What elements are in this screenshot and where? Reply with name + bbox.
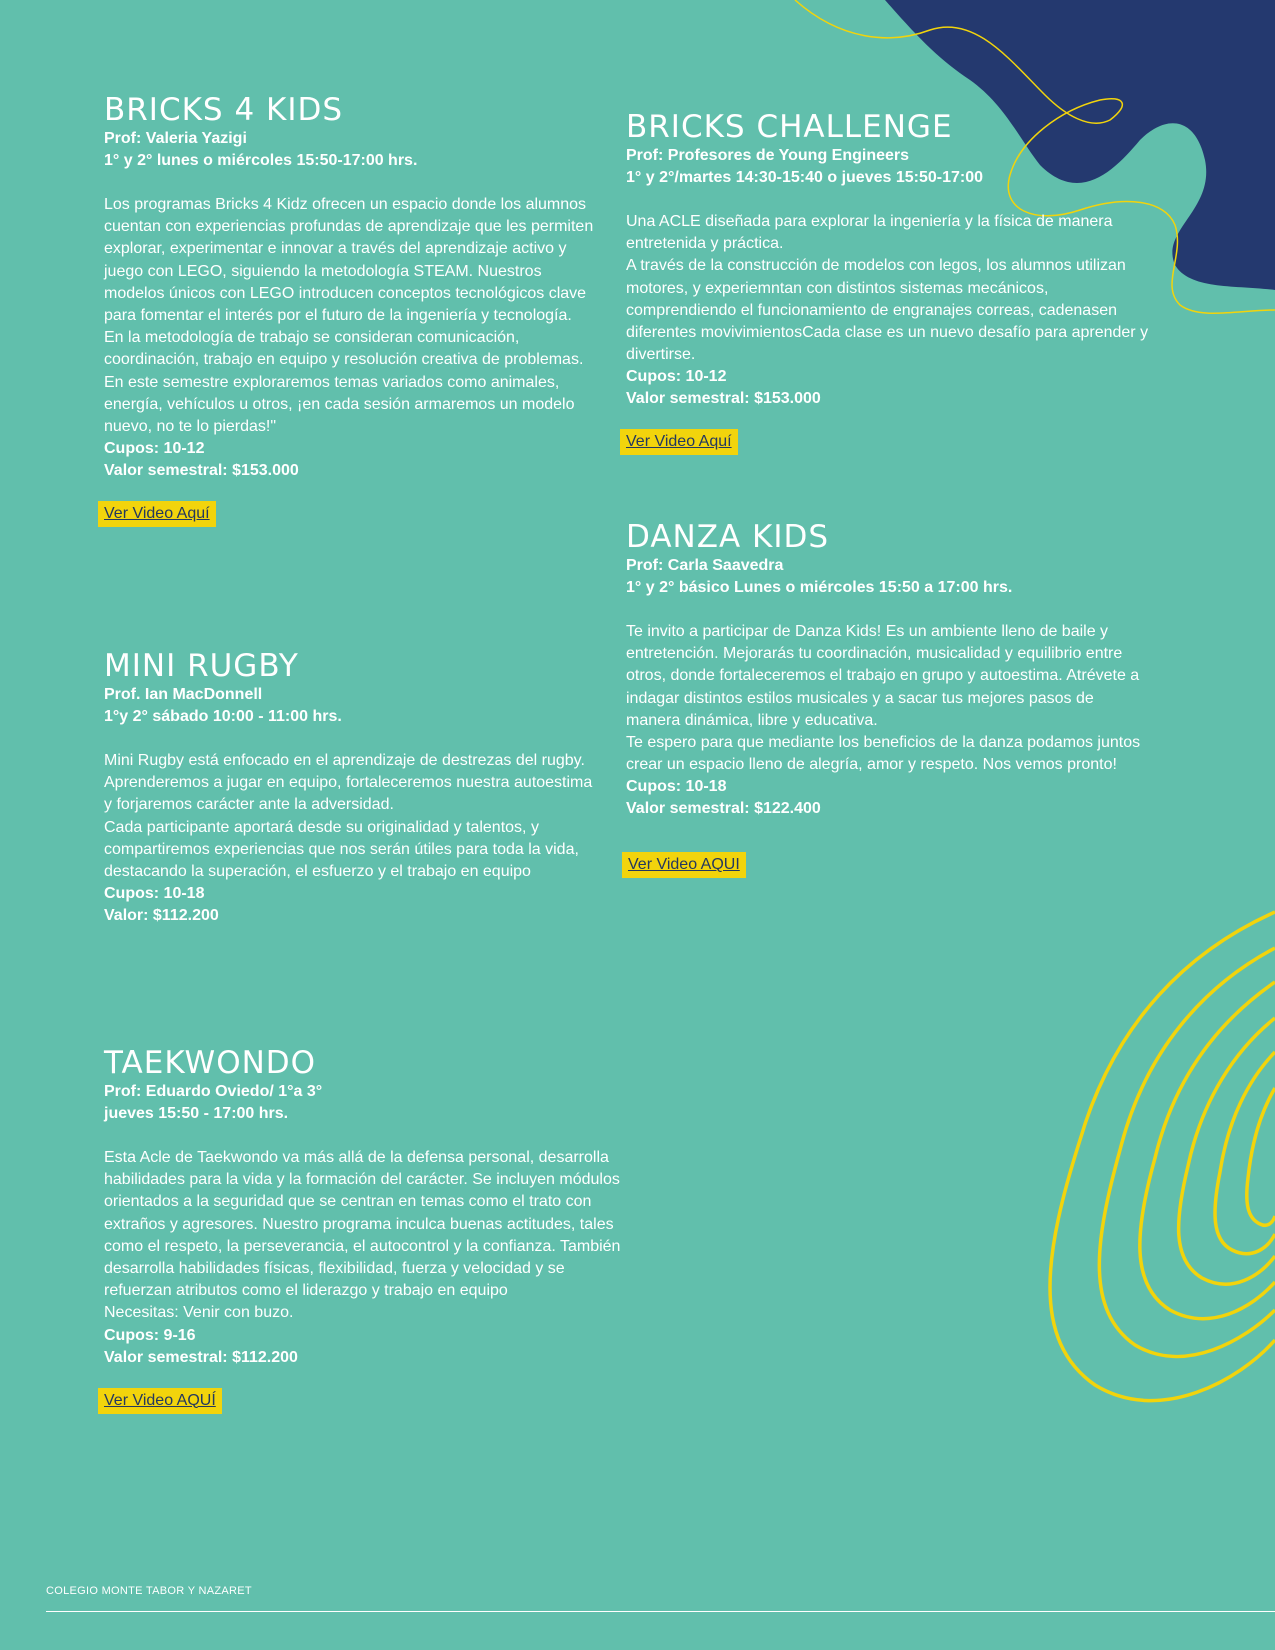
section-cupos: Cupos: 10-12 [104, 440, 205, 458]
section-description: Mini Rugby está enfocado en el aprendizaje de destrezas del rugby. Aprenderemos a jugar en equipo, fortaleceremos nuestra autoestima y forjaremos carácter ante la adversidad. Cada participante aportará desde su originalidad y talentos, y compartiremos experiencias que nos serán útiles para toda la vida, destacando la superación, el esfuerzo y el trabajo en equipo [104, 752, 593, 881]
section-description: Los programas Bricks 4 Kidz ofrecen un espacio donde los alumnos cuentan con experiencias profundas de aprendizaje que les permiten explorar, experimentar e innovar a través del aprendizaje activo y juego con LEGO, siguiendo la metodología STEAM. Nuestros modelos únicos con LEGO introducen conceptos tecnológicos clave para fomentar el interés por el futuro de la ingeniería y tecnología. En la metodología de trabajo se consideran comunicación, coordinación, trabajo en equipo y resolución creativa de problemas. En este semestre exploraremos temas variados como animales, energía, vehículos u otros, ¡en cada sesión armaremos un modelo nuevo, no te lo pierdas!" [104, 196, 594, 436]
section-schedule: 1° y 2° lunes o miércoles 15:50-17:00 hrs. [104, 152, 418, 169]
section-schedule: 1° y 2°/martes 14:30-15:40 o jueves 15:50-17:00 [626, 169, 984, 186]
section-title: BRICKS CHALLENGE [626, 109, 953, 145]
section-schedule: 1°y 2° sábado 10:00 - 11:00 hrs. [104, 708, 342, 725]
section-mini-rugby [104, 648, 594, 927]
video-link-button[interactable]: Ver Video AQUI [622, 852, 746, 878]
section-title: BRICKS 4 KIDS [104, 92, 344, 128]
section-description: Esta Acle de Taekwondo va más allá de la defensa personal, desarrolla habilidades para la vida y la formación del carácter. Se incluyen módulos orientados a la seguridad que se centran en temas como el trato con extraños y agresores. Nuestro programa inculca buenas actitudes, tales como el respeto, la perseverancia, el autocontrol y la confianza. También desarrolla habilidades físicas, flexibilidad, fuerza y velocidad y se refuerzan atributos como el liderazgo y trabajo en equipo Necesitas: Venir con buzo. [104, 1149, 621, 1322]
contour-rings-decoration [1040, 910, 1275, 1470]
section-description: Una ACLE diseñada para explorar la ingeniería y la física de manera entretenida y práctica. A través de la construcción de modelos con legos, los alumnos utilizan motores, y experiemntan con distintos sistemas mecánicos, comprendiendo el funcionamiento de engranajes correas, cadenasen diferentes movivimientosCada clase es un nuevo desafío para aprender y divertirse. [626, 213, 1149, 364]
section-valor: Valor semestral: $153.000 [626, 390, 821, 408]
section-prof: Prof: Eduardo Oviedo/ 1°a 3° [104, 1083, 323, 1100]
section-schedule: 1° y 2° básico Lunes o miércoles 15:50 a 17:00 hrs. [626, 579, 1013, 596]
footer-divider [46, 1611, 1275, 1612]
section-title: MINI RUGBY [104, 648, 299, 684]
section-valor: Valor semestral: $112.200 [104, 1348, 298, 1366]
section-prof: Prof: Valeria Yazigi [104, 130, 247, 147]
section-valor: Valor semestral: $122.400 [626, 800, 821, 818]
section-danza-kids [626, 519, 1146, 878]
section-prof: Prof: Carla Saavedra [626, 557, 784, 574]
section-valor: Valor: $112.200 [104, 907, 219, 925]
section-prof: Prof: Profesores de Young Engineers [626, 147, 910, 164]
footer-school-name: COLEGIO MONTE TABOR Y NAZARET [46, 1585, 252, 1597]
video-link-button[interactable]: Ver Video AQUÍ [98, 1388, 222, 1414]
section-valor: Valor semestral: $153.000 [104, 462, 299, 480]
section-bricks-challenge [626, 109, 1156, 455]
video-link-button[interactable]: Ver Video Aquí [620, 429, 738, 455]
section-title: TAEKWONDO [104, 1045, 317, 1081]
video-link-button[interactable]: Ver Video Aquí [98, 501, 216, 527]
section-schedule: jueves 15:50 - 17:00 hrs. [104, 1105, 289, 1122]
section-bricks-4-kids [104, 92, 594, 527]
section-title: DANZA KIDS [626, 519, 830, 555]
section-cupos: Cupos: 10-18 [104, 885, 205, 903]
section-cupos: Cupos: 10-12 [626, 368, 727, 386]
section-taekwondo [104, 1045, 624, 1414]
section-cupos: Cupos: 9-16 [104, 1326, 196, 1344]
section-cupos: Cupos: 10-18 [626, 778, 727, 796]
section-prof: Prof. Ian MacDonnell [104, 686, 263, 703]
section-description: Te invito a participar de Danza Kids! Es un ambiente lleno de baile y entretención. Mejorarás tu coordinación, musicalidad y equilibrio entre otros, donde fortaleceremos el trabajo en grupo y autoestima. Atrévete a indagar distintos estilos musicales y a sacar tus mejores pasos de manera dinámica, libre y educativa. Te espero para que mediante los beneficios de la danza podamos juntos crear un espacio lleno de alegría, amor y respeto. Nos vemos pronto! [626, 623, 1141, 774]
